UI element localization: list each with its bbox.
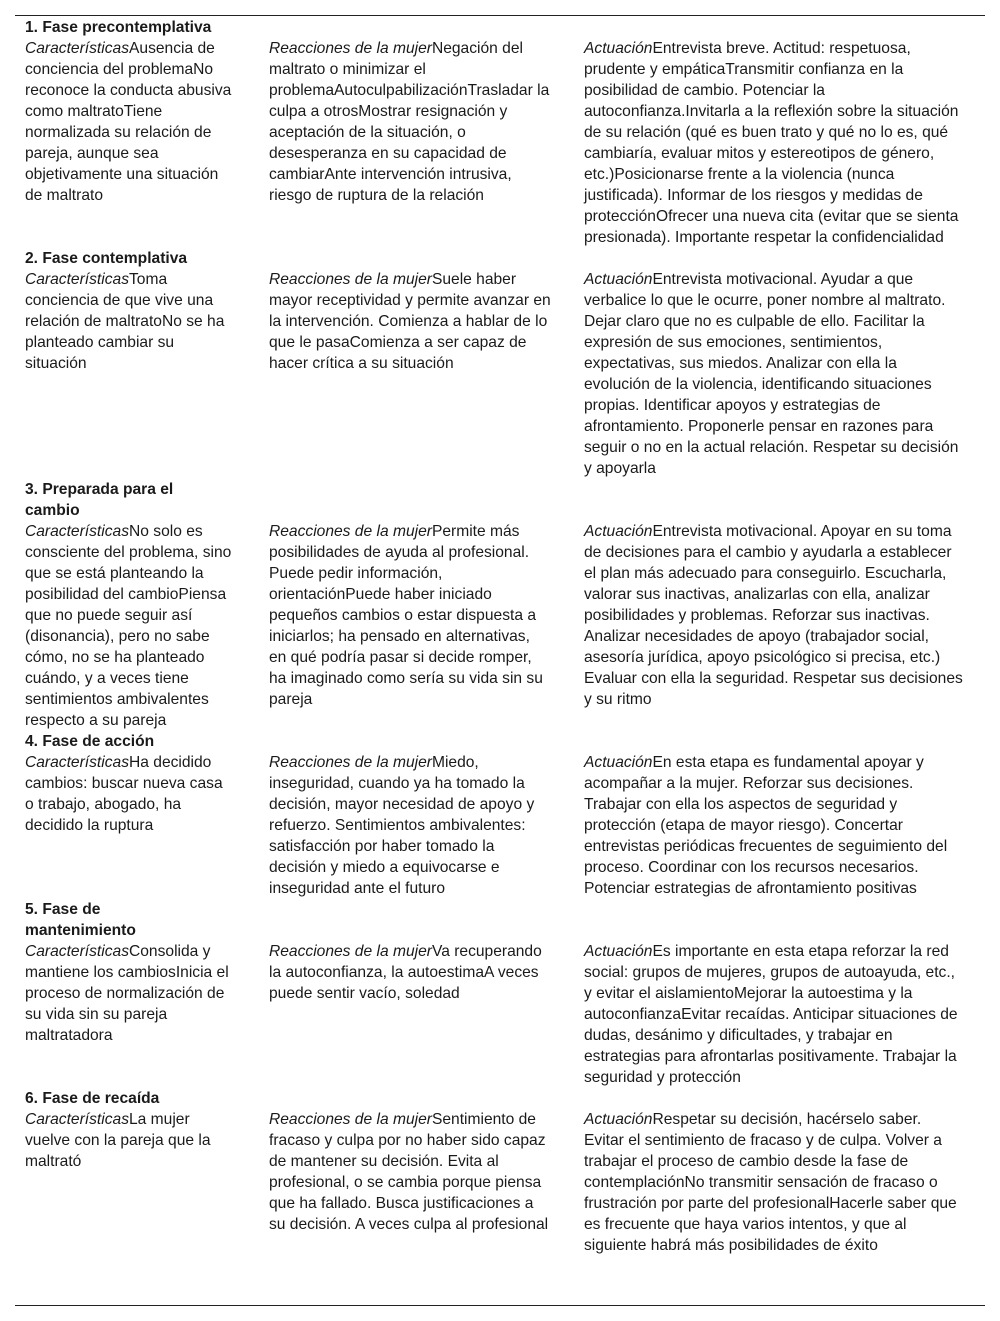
phase-section-4 <box>25 731 965 899</box>
caracteristicas-cell <box>25 269 235 374</box>
actuacion-text: Respetar su decisión, hacérselo saber. Evitar el sentimiento de fracaso y de culpa. Volver a trabajar el proceso de cambio desde la fase de contemplaciónNo transmitir sensación de fracaso o frustración por parte del profesionalHacerle saber que es frecuente que haya varios intentos, y que al siguiente habrá más posibilidades de éxito <box>584 1111 957 1254</box>
caracteristicas-text: No solo es consciente del problema, sino que se está planteando la posibilidad del cambioPiensa que no puede seguir así (disonancia), pero no sabe cómo, no se ha planteado cuándo, y a veces tiene sentimientos ambivalentes respecto a su pareja <box>25 523 232 729</box>
reacciones-cell <box>269 941 551 1004</box>
phase-title: 3. Preparada para el cambio <box>25 481 174 519</box>
reacciones-label: Reacciones de la mujer <box>269 271 432 288</box>
actuacion-label: Actuación <box>584 523 653 540</box>
actuacion-cell <box>584 521 965 710</box>
caracteristicas-text: Toma conciencia de que vive una relación de maltratoNo se ha planteado cambiar su situación <box>25 271 225 372</box>
phase-title: 4. Fase de acción <box>25 733 155 750</box>
phases-table <box>25 17 965 1256</box>
reacciones-cell <box>269 752 551 899</box>
reacciones-label: Reacciones de la mujer <box>269 1111 432 1128</box>
caracteristicas-text: Consolida y mantiene los cambiosInicia el proceso de normalización de su vida sin su pareja maltratadora <box>25 943 229 1044</box>
table-bottom-rule <box>15 1305 985 1306</box>
actuacion-label: Actuación <box>584 943 653 960</box>
caracteristicas-cell <box>25 752 235 836</box>
reacciones-text: Va recuperando la autoconfianza, la autoestimaA veces puede sentir vacío, soledad <box>269 943 542 1002</box>
actuacion-cell <box>584 1109 965 1256</box>
phase-row <box>25 941 965 1088</box>
caracteristicas-label: Características <box>25 943 129 960</box>
reacciones-cell <box>269 521 551 710</box>
caracteristicas-text: Ausencia de conciencia del problemaNo reconoce la conducta abusiva como maltratoTiene normalizada su relación de pareja, aunque sea objetivamente una situación de maltrato <box>25 40 232 204</box>
actuacion-label: Actuación <box>584 754 653 771</box>
reacciones-text: Permite más posibilidades de ayuda al profesional. Puede pedir información, orientaciónPuede haber iniciado pequeños cambios o estar dispuesta a iniciarlos; ha pensado en alternativas, en qué podría pasar si decide romper, ha imaginado como sería su vida sin su pareja <box>269 523 543 708</box>
caracteristicas-cell <box>25 1109 235 1172</box>
reacciones-label: Reacciones de la mujer <box>269 754 432 771</box>
caracteristicas-cell <box>25 521 235 731</box>
caracteristicas-text: La mujer vuelve con la pareja que la maltrató <box>25 1111 211 1170</box>
caracteristicas-cell <box>25 941 235 1046</box>
table-top-rule <box>15 15 985 16</box>
actuacion-label: Actuación <box>584 40 653 57</box>
actuacion-text: Entrevista motivacional. Apoyar en su toma de decisiones para el cambio y ayudarla a establecer el plan más adecuado para conseguirlo. Escucharla, valorar sus inactivas, analizarlas con ella, analizar posibilidades y problemas. Reforzar sus inactivas. Analizar necesidades de apoyo (trabajador social, asesoría jurídica, apoyo psicológico si precisa, etc.) Evaluar con ella la seguridad. Respetar sus decisiones y su ritmo <box>584 523 963 708</box>
phase-title: 2. Fase contemplativa <box>25 250 188 267</box>
actuacion-label: Actuación <box>584 271 653 288</box>
actuacion-cell <box>584 941 965 1088</box>
phase-section-1 <box>25 17 965 248</box>
caracteristicas-cell <box>25 38 235 206</box>
actuacion-text: Es importante en esta etapa reforzar la red social: grupos de mujeres, grupos de autoayuda, etc., y evitar el aislamientoMejorar la autoestima y la autoconfianzaEvitar recaídas. Anticipar situaciones de dudas, desánimo y dificultades, y trabajar en estrategias para afrontarlas positivamente. Trabajar la seguridad y protección <box>584 943 958 1086</box>
actuacion-text: Entrevista breve. Actitud: respetuosa, prudente y empáticaTransmitir confianza en la posibilidad de cambio. Potenciar la autoconfianza.Invitarla a la reflexión sobre la situación de su relación (qué es buen trato y qué no lo es, qué cambiaría, evaluar mitos y estereotipos de género, etc.)Posicionarse frente a la violencia (nunca justificada). Informar de los riesgos y medidas de protecciónOfrecer una nueva cita (evitar que se sienta presionada). Importante respetar la confidencialidad <box>584 40 959 246</box>
caracteristicas-label: Características <box>25 523 129 540</box>
phase-row <box>25 269 965 479</box>
caracteristicas-label: Características <box>25 1111 129 1128</box>
phase-row <box>25 1109 965 1256</box>
phase-title: 6. Fase de recaída <box>25 1090 160 1107</box>
actuacion-label: Actuación <box>584 1111 653 1128</box>
reacciones-label: Reacciones de la mujer <box>269 943 432 960</box>
reacciones-text: Suele haber mayor receptividad y permite avanzar en la intervención. Comienza a hablar de lo que le pasaComienza a ser capaz de hacer crítica a su situación <box>269 271 551 372</box>
actuacion-text: En esta etapa es fundamental apoyar y acompañar a la mujer. Reforzar sus decisiones. Trabajar con ella los aspectos de seguridad y protección (etapa de mayor riesgo). Concertar entrevistas periódicas frecuentes de seguimiento del proceso. Coordinar con los recursos necesarios. Potenciar estrategias de afrontamiento positivas <box>584 754 948 897</box>
phase-section-6 <box>25 1088 965 1256</box>
caracteristicas-label: Características <box>25 40 129 57</box>
actuacion-cell <box>584 752 965 899</box>
phase-title: 5. Fase de mantenimiento <box>25 901 136 939</box>
caracteristicas-label: Características <box>25 271 129 288</box>
reacciones-label: Reacciones de la mujer <box>269 523 432 540</box>
caracteristicas-text: Ha decidido cambios: buscar nueva casa o trabajo, abogado, ha decidido la ruptura <box>25 754 223 834</box>
actuacion-text: Entrevista motivacional. Ayudar a que verbalice lo que le ocurre, poner nombre al maltrato. Dejar claro que no es culpable de ello. Facilitar la expresión de sus emociones, sentimientos, expectativas, sus miedos. Analizar con ella la evolución de la violencia, identificando situaciones propias. Identificar apoyos y estrategias de afrontamiento. Proponerle pensar en razones para seguir o no en la actual relación. Respetar su decisión y apoyarla <box>584 271 959 477</box>
actuacion-cell <box>584 269 965 479</box>
phase-section-3 <box>25 479 965 731</box>
caracteristicas-label: Características <box>25 754 129 771</box>
reacciones-cell <box>269 269 551 374</box>
phase-section-2 <box>25 248 965 479</box>
reacciones-cell <box>269 1109 551 1235</box>
phase-row <box>25 521 965 731</box>
phase-section-5 <box>25 899 965 1088</box>
reacciones-text: Negación del maltrato o minimizar el problemaAutoculpabilizaciónTrasladar la culpa a otrosMostrar resignación y aceptación de la situación, o desesperanza en su capacidad de cambiarAnte intervención intrusiva, riesgo de ruptura de la relación <box>269 40 550 204</box>
reacciones-text: Miedo, inseguridad, cuando ya ha tomado la decisión, mayor necesidad de apoyo y refuerzo. Sentimientos ambivalentes: satisfacción por haber tomado la decisión y miedo a equivocarse e inseguridad ante el futuro <box>269 754 535 897</box>
reacciones-label: Reacciones de la mujer <box>269 40 432 57</box>
reacciones-cell <box>269 38 551 206</box>
phase-title: 1. Fase precontemplativa <box>25 19 212 36</box>
phase-row <box>25 38 965 248</box>
reacciones-text: Sentimiento de fracaso y culpa por no haber sido capaz de mantener su decisión. Evita al profesional, o se cambia porque piensa que ha fallado. Busca justificaciones a su decisión. A veces culpa al profesional <box>269 1111 549 1233</box>
phase-row <box>25 752 965 899</box>
actuacion-cell <box>584 38 965 248</box>
